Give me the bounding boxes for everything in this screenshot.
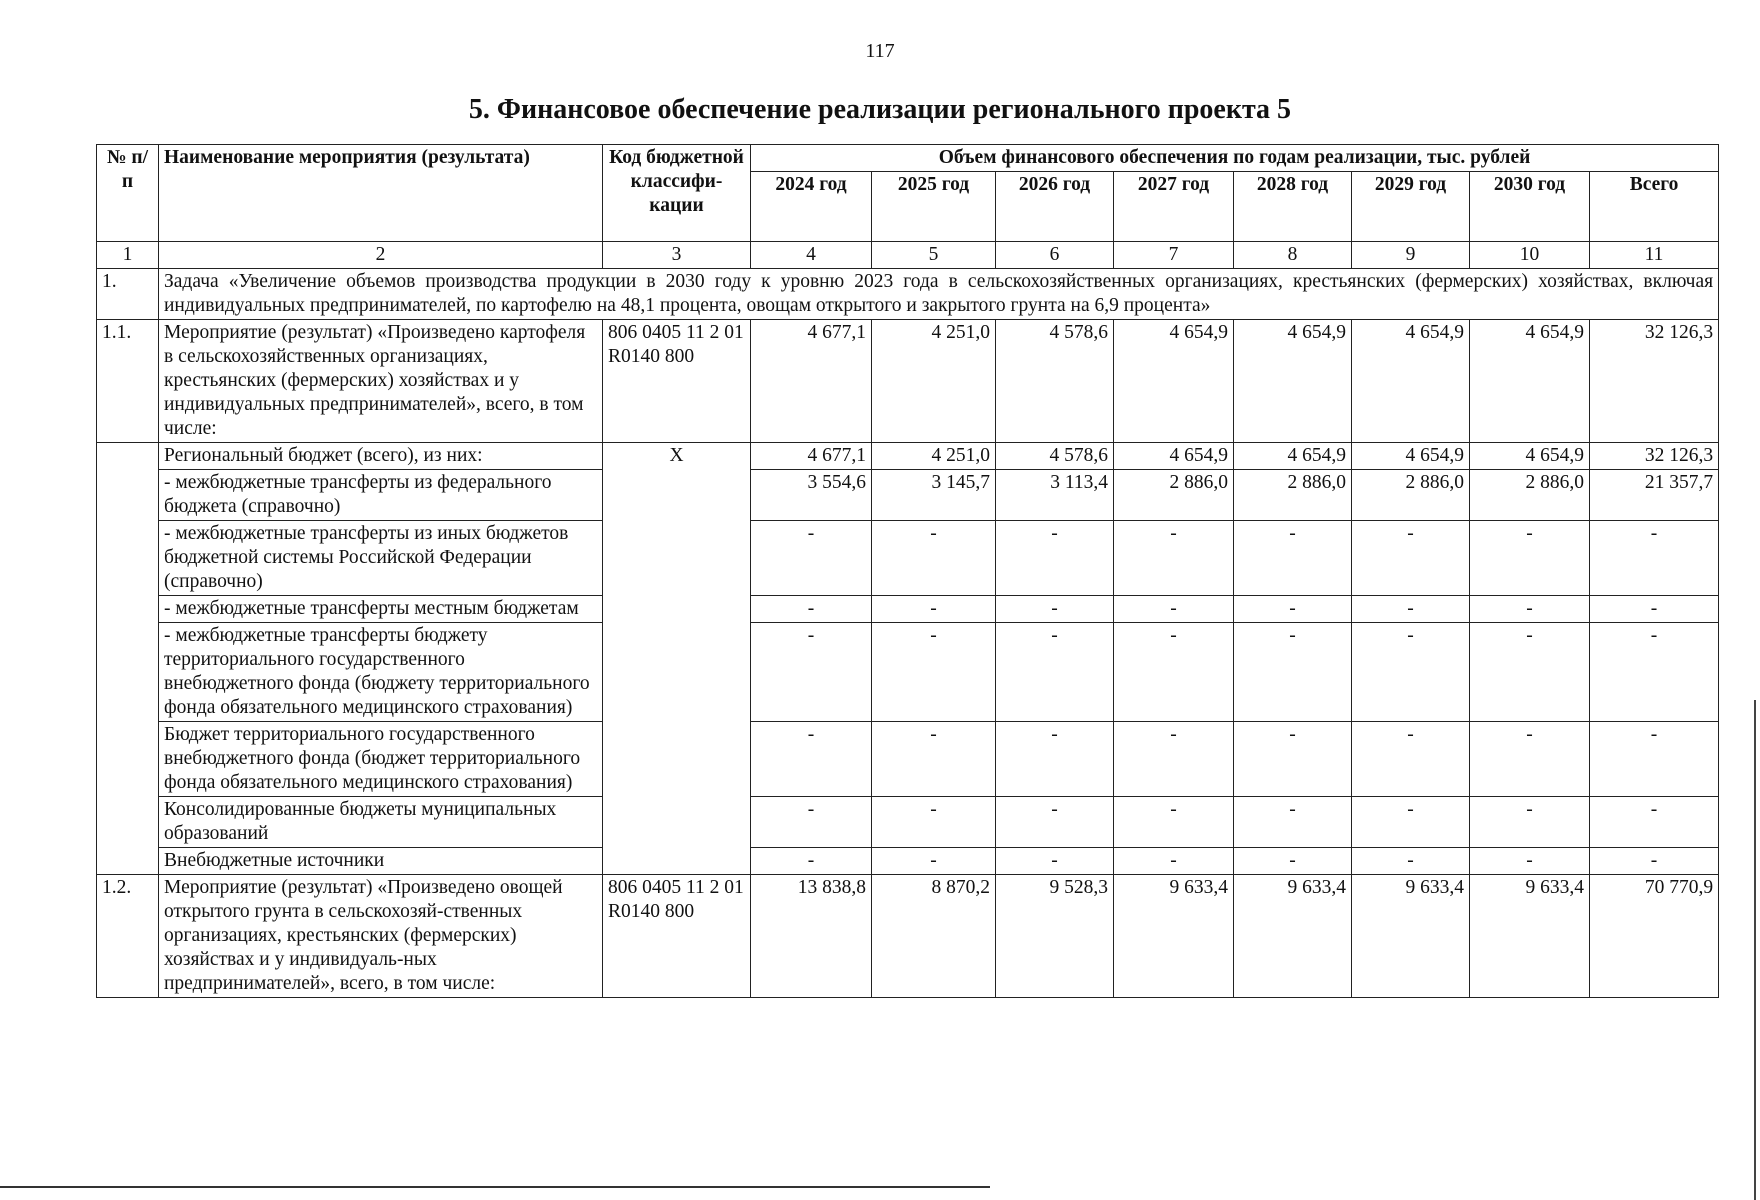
header-row: [97, 145, 1719, 172]
value-cell: -: [1234, 623, 1352, 722]
value-cell: -: [1470, 722, 1590, 797]
row-name: Мероприятие (результат) «Произведено картофеля в сельскохозяйственных организациях, крестьянских (фермерских) хозяйствах и у индивидуальных предпринимателей», всего, в том числе:: [159, 320, 603, 443]
value-cell: -: [1114, 521, 1234, 596]
value-cell: 2 886,0: [1470, 470, 1590, 521]
value-cell: -: [1470, 521, 1590, 596]
table-row: [97, 470, 1719, 521]
value-cell: -: [872, 596, 996, 623]
value-cell: 4 578,6: [996, 443, 1114, 470]
header-year: 2029 год: [1352, 172, 1470, 242]
financing-table: [96, 144, 1719, 998]
budget-code: 806 0405 11 2 01 R0140 800: [603, 320, 751, 443]
column-number: 9: [1352, 242, 1470, 269]
value-cell: 4 654,9: [1470, 443, 1590, 470]
value-cell: 9 633,4: [1470, 875, 1590, 998]
value-cell: -: [1590, 521, 1719, 596]
bottom-divider: [0, 1186, 990, 1188]
table-row: [97, 722, 1719, 797]
value-cell: -: [1352, 722, 1470, 797]
task-number: 1.: [97, 269, 159, 320]
value-cell: -: [1114, 722, 1234, 797]
row-number: 1.1.: [97, 320, 159, 443]
value-cell: 9 633,4: [1352, 875, 1470, 998]
header-year: 2026 год: [996, 172, 1114, 242]
value-cell: -: [1470, 596, 1590, 623]
value-cell: -: [872, 623, 996, 722]
value-cell: 4 654,9: [1470, 320, 1590, 443]
header-total: Всего: [1590, 172, 1719, 242]
value-cell: 4 654,9: [1114, 320, 1234, 443]
header-code: Код бюджетной классифи-кации: [603, 145, 751, 242]
value-cell: -: [751, 848, 872, 875]
value-cell: 4 654,9: [1352, 443, 1470, 470]
table-row: [97, 596, 1719, 623]
row-name: - межбюджетные трансферты из федерального бюджета (справочно): [159, 470, 603, 521]
value-cell: 3 554,6: [751, 470, 872, 521]
row-number: 1.2.: [97, 875, 159, 998]
value-cell: -: [751, 623, 872, 722]
row-name: Консолидированные бюджеты муниципальных образований: [159, 797, 603, 848]
row-name: - межбюджетные трансферты бюджету территориального государственного внебюджетного фонда (бюджету территориального фонда обязательного медицинского страхования): [159, 623, 603, 722]
column-number: 8: [1234, 242, 1352, 269]
value-cell: -: [751, 797, 872, 848]
value-cell: 21 357,7: [1590, 470, 1719, 521]
value-cell: -: [996, 623, 1114, 722]
value-cell: 4 654,9: [1352, 320, 1470, 443]
budget-code: 806 0405 11 2 01 R0140 800: [603, 875, 751, 998]
value-cell: 8 870,2: [872, 875, 996, 998]
value-cell: -: [1114, 623, 1234, 722]
value-cell: -: [1114, 596, 1234, 623]
value-cell: -: [751, 596, 872, 623]
value-cell: -: [1470, 623, 1590, 722]
page-number: 117: [865, 40, 895, 62]
value-cell: 70 770,9: [1590, 875, 1719, 998]
header-name: Наименование мероприятия (результата): [159, 145, 603, 242]
value-cell: -: [1114, 848, 1234, 875]
value-cell: 4 578,6: [996, 320, 1114, 443]
value-cell: -: [1590, 848, 1719, 875]
value-cell: -: [1234, 797, 1352, 848]
row-name: - межбюджетные трансферты местным бюджетам: [159, 596, 603, 623]
value-cell: -: [872, 521, 996, 596]
header-volume: Объем финансового обеспечения по годам реализации, тыс. рублей: [751, 145, 1719, 172]
value-cell: 13 838,8: [751, 875, 872, 998]
column-number: 3: [603, 242, 751, 269]
header-year: 2027 год: [1114, 172, 1234, 242]
value-cell: 4 654,9: [1114, 443, 1234, 470]
row-name: Мероприятие (результат) «Произведено овощей открытого грунта в сельскохозяй-ственных организациях, крестьянских (фермерских) хозяйствах и у индивидуаль-ных предпринимателей», всего, в том числе:: [159, 875, 603, 998]
value-cell: 32 126,3: [1590, 320, 1719, 443]
table-row: [97, 443, 1719, 470]
value-cell: 9 528,3: [996, 875, 1114, 998]
value-cell: -: [872, 797, 996, 848]
value-cell: 4 677,1: [751, 443, 872, 470]
value-cell: 4 677,1: [751, 320, 872, 443]
value-cell: -: [1352, 596, 1470, 623]
column-number: 4: [751, 242, 872, 269]
value-cell: -: [996, 797, 1114, 848]
value-cell: 2 886,0: [1234, 470, 1352, 521]
row-name: Внебюджетные источники: [159, 848, 603, 875]
column-number: 1: [97, 242, 159, 269]
column-number: 2: [159, 242, 603, 269]
budget-code: Х: [603, 443, 751, 875]
value-cell: 4 654,9: [1234, 443, 1352, 470]
column-number: 5: [872, 242, 996, 269]
column-number: 6: [996, 242, 1114, 269]
table-row: [97, 875, 1719, 998]
right-edge-line: [1754, 700, 1756, 1200]
table-row: [97, 797, 1719, 848]
value-cell: 4 251,0: [872, 443, 996, 470]
value-cell: -: [751, 722, 872, 797]
value-cell: -: [872, 848, 996, 875]
value-cell: -: [1352, 521, 1470, 596]
row-name: Региональный бюджет (всего), из них:: [159, 443, 603, 470]
column-number: 11: [1590, 242, 1719, 269]
value-cell: 3 113,4: [996, 470, 1114, 521]
table-row: [97, 623, 1719, 722]
table-row: [97, 521, 1719, 596]
value-cell: -: [751, 521, 872, 596]
task-text: Задача «Увеличение объемов производства продукции в 2030 году к уровню 2023 года в сельскохозяйственных организациях, крестьянских (фермерских) хозяйствах, включая индивидуальных предпринимателей, по картофелю на 48,1 процента, овощам открытого и закрытого грунта на 6,9 процента»: [159, 269, 1719, 320]
page-title: 5. Финансовое обеспечение реализации регионального проекта 5: [468, 94, 1292, 125]
column-numbers-row: [97, 242, 1719, 269]
header-year: 2028 год: [1234, 172, 1352, 242]
header-year: 2024 год: [751, 172, 872, 242]
header-year: 2025 год: [872, 172, 996, 242]
value-cell: 32 126,3: [1590, 443, 1719, 470]
value-cell: -: [1234, 848, 1352, 875]
header-year: 2030 год: [1470, 172, 1590, 242]
value-cell: 2 886,0: [1114, 470, 1234, 521]
table-row: [97, 848, 1719, 875]
value-cell: -: [1352, 848, 1470, 875]
value-cell: -: [996, 521, 1114, 596]
value-cell: -: [996, 596, 1114, 623]
value-cell: 9 633,4: [1234, 875, 1352, 998]
value-cell: -: [1234, 521, 1352, 596]
value-cell: -: [872, 722, 996, 797]
value-cell: -: [1470, 797, 1590, 848]
row-name: - межбюджетные трансферты из иных бюджетов бюджетной системы Российской Федерации (справочно): [159, 521, 603, 596]
value-cell: 4 654,9: [1234, 320, 1352, 443]
value-cell: -: [996, 722, 1114, 797]
value-cell: -: [1590, 623, 1719, 722]
column-number: 10: [1470, 242, 1590, 269]
value-cell: 4 251,0: [872, 320, 996, 443]
column-number: 7: [1114, 242, 1234, 269]
task-row: [97, 269, 1719, 320]
value-cell: -: [1114, 797, 1234, 848]
value-cell: -: [1590, 596, 1719, 623]
header-no: № п/п: [97, 145, 159, 242]
value-cell: 2 886,0: [1352, 470, 1470, 521]
table-row: [97, 320, 1719, 443]
value-cell: -: [1590, 722, 1719, 797]
value-cell: -: [1352, 797, 1470, 848]
row-name: Бюджет территориального государственного внебюджетного фонда (бюджет территориального фонда обязательного медицинского страхования): [159, 722, 603, 797]
value-cell: -: [1470, 848, 1590, 875]
value-cell: -: [1352, 623, 1470, 722]
value-cell: -: [1234, 596, 1352, 623]
value-cell: 3 145,7: [872, 470, 996, 521]
row-number-empty: [97, 443, 159, 875]
value-cell: -: [1590, 797, 1719, 848]
value-cell: 9 633,4: [1114, 875, 1234, 998]
value-cell: -: [996, 848, 1114, 875]
value-cell: -: [1234, 722, 1352, 797]
